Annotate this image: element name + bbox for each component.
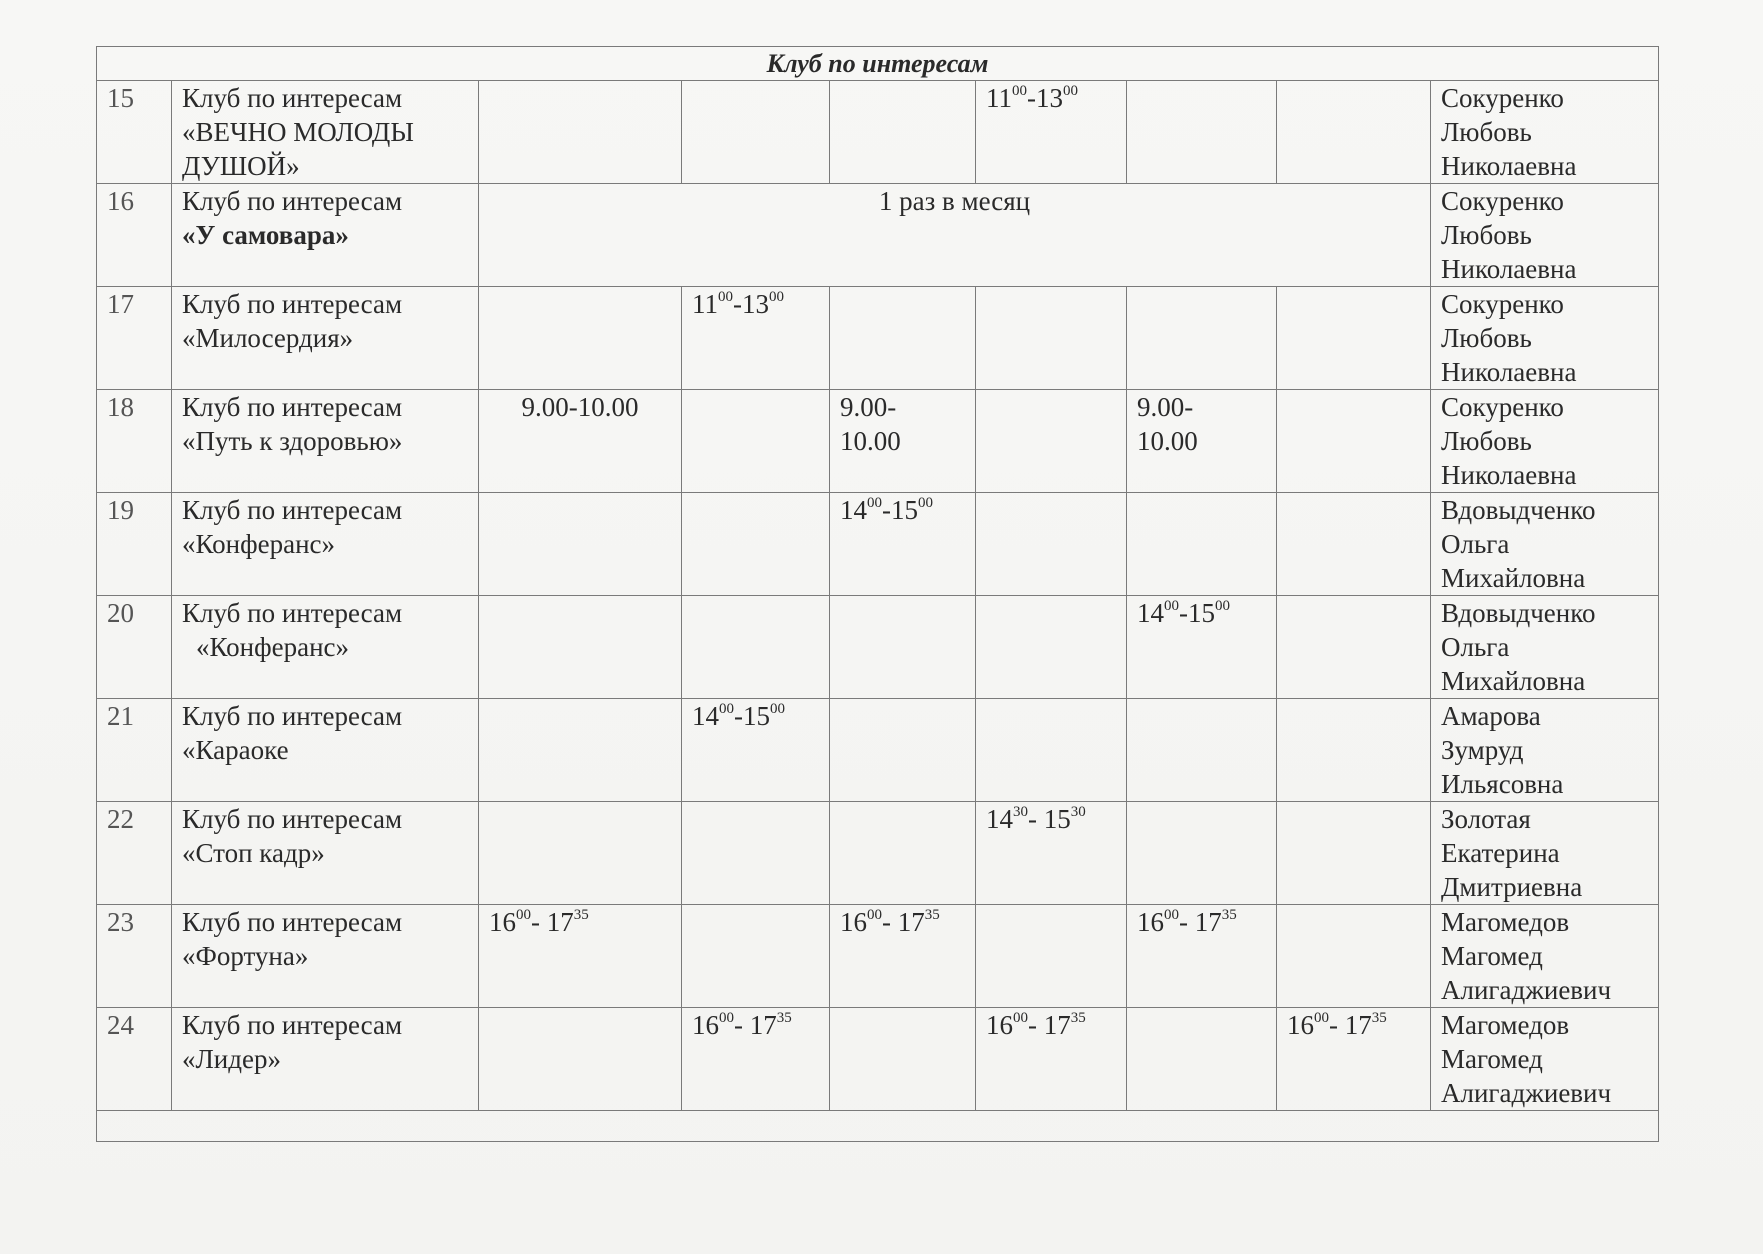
row-number: 23 — [97, 905, 172, 1008]
time-cell — [976, 1008, 1127, 1111]
club-name: «Конферанс» — [182, 529, 336, 559]
time-start-hour: 16 — [986, 1010, 1013, 1040]
time-end-hour: 17 — [897, 907, 925, 937]
time-separator: - — [733, 289, 742, 319]
time-start-minutes: 00 — [1012, 83, 1027, 99]
club-prefix: Клуб по интересам — [182, 804, 403, 834]
time-cell — [830, 81, 976, 184]
time-cell — [830, 493, 976, 596]
table-row — [97, 699, 1659, 802]
time-cell — [976, 287, 1127, 390]
time-separator: - — [734, 701, 743, 731]
club-prefix: Клуб по интересам — [182, 1010, 403, 1040]
person-name-part: Николаевна — [1441, 460, 1577, 490]
time-start-minutes: 00 — [867, 907, 882, 923]
time-separator: - — [1027, 83, 1036, 113]
time-cell — [830, 596, 976, 699]
time-end-minutes: 00 — [769, 289, 784, 305]
person-name-part: Николаевна — [1441, 254, 1577, 284]
time-start-hour: 14 — [692, 701, 719, 731]
person-name-part: Дмитриевна — [1441, 872, 1583, 902]
time-separator: - — [882, 907, 898, 937]
time-cell — [976, 81, 1127, 184]
row-number: 18 — [97, 390, 172, 493]
time-start-hour: 11 — [986, 83, 1012, 113]
person-name-part: Алигаджиевич — [1441, 1078, 1612, 1108]
time-end-minutes: 00 — [918, 495, 933, 511]
time-cell — [1277, 81, 1431, 184]
person-name-part: Михайловна — [1441, 563, 1586, 593]
time-start-minutes: 00 — [718, 289, 733, 305]
club-name-cell — [172, 699, 479, 802]
time-separator: - — [734, 1010, 750, 1040]
time-start-minutes: 00 — [719, 1010, 734, 1026]
time-cell — [976, 802, 1127, 905]
time-cell — [830, 802, 976, 905]
time-cell — [1127, 905, 1277, 1008]
time-cell — [1277, 1008, 1431, 1111]
time-cell — [479, 1008, 682, 1111]
club-prefix: Клуб по интересам — [182, 701, 403, 731]
time-cell — [976, 493, 1127, 596]
club-name: «Конферанс» — [196, 632, 350, 662]
time-end-hour: 17 — [1344, 1010, 1372, 1040]
time-start-hour: 14 — [986, 804, 1013, 834]
person-name-part: Любовь — [1441, 117, 1532, 147]
empty-footer-cell — [97, 1111, 1659, 1142]
club-name: «Путь к здоровью» — [182, 426, 403, 456]
time-cell — [1127, 287, 1277, 390]
responsible-person — [1431, 905, 1659, 1008]
table-row — [97, 802, 1659, 905]
club-name: «ВЕЧНО МОЛОДЫ ДУШОЙ» — [182, 117, 414, 181]
club-prefix: Клуб по интересам — [182, 495, 403, 525]
person-name-part: Сокуренко — [1441, 83, 1564, 113]
person-name-part: Магомедов — [1441, 1010, 1570, 1040]
time-end-hour: 13 — [742, 289, 769, 319]
time-start-minutes: 30 — [1013, 804, 1028, 820]
time-separator: - — [1179, 907, 1195, 937]
time-cell — [1127, 802, 1277, 905]
person-name-part: Вдовыдченко — [1441, 598, 1596, 628]
time-cell — [830, 699, 976, 802]
time-start-hour: 16 — [692, 1010, 719, 1040]
time-cell — [479, 905, 682, 1008]
person-name-part: Сокуренко — [1441, 186, 1564, 216]
club-name: «Фортуна» — [182, 941, 309, 971]
time-end-minutes: 35 — [573, 907, 589, 923]
time-start-minutes: 00 — [1013, 1010, 1028, 1026]
time-start-hour: 16 — [489, 907, 516, 937]
time-end-hour: 13 — [1036, 83, 1063, 113]
responsible-person — [1431, 81, 1659, 184]
club-name-cell — [172, 493, 479, 596]
person-name-part: Любовь — [1441, 220, 1532, 250]
time-start-hour: 14 — [840, 495, 867, 525]
row-number: 17 — [97, 287, 172, 390]
time-separator: - — [882, 495, 891, 525]
person-name-part: Любовь — [1441, 426, 1532, 456]
time-separator: - — [531, 907, 547, 937]
person-name-part: Ольга — [1441, 632, 1510, 662]
time-cell — [479, 596, 682, 699]
time-cell: 9.00- 10.00 — [830, 390, 976, 493]
table-row — [97, 905, 1659, 1008]
person-name-part: Ильясовна — [1441, 769, 1564, 799]
responsible-person — [1431, 1008, 1659, 1111]
time-cell — [682, 287, 830, 390]
table-row — [97, 184, 1659, 287]
club-name-cell — [172, 596, 479, 699]
time-cell — [1277, 699, 1431, 802]
club-name: «Стоп кадр» — [182, 838, 325, 868]
time-start-hour: 16 — [1137, 907, 1164, 937]
time-start-minutes: 00 — [1314, 1010, 1329, 1026]
time-end-hour: 15 — [891, 495, 918, 525]
person-name-part: Алигаджиевич — [1441, 975, 1612, 1005]
time-cell — [479, 802, 682, 905]
table-row — [97, 390, 1659, 493]
responsible-person — [1431, 287, 1659, 390]
time-start-minutes: 00 — [867, 495, 882, 511]
time-cell — [682, 802, 830, 905]
time-end-minutes: 35 — [1070, 1010, 1086, 1026]
time-start-minutes: 00 — [516, 907, 531, 923]
time-end-hour: 17 — [749, 1010, 777, 1040]
time-end-hour: 17 — [1043, 1010, 1071, 1040]
time-start-hour: 14 — [1137, 598, 1164, 628]
time-end-minutes: 00 — [1063, 83, 1078, 99]
time-end-minutes: 00 — [770, 701, 785, 717]
club-name-cell — [172, 905, 479, 1008]
time-cell — [1277, 905, 1431, 1008]
table-row — [97, 1008, 1659, 1111]
time-cell — [479, 81, 682, 184]
person-name-part: Ольга — [1441, 529, 1510, 559]
club-name-cell — [172, 802, 479, 905]
person-name-part: Сокуренко — [1441, 289, 1564, 319]
row-number: 16 — [97, 184, 172, 287]
time-cell: 9.00-10.00 — [479, 390, 682, 493]
club-prefix: Клуб по интересам — [182, 392, 403, 422]
club-name: «Милосердия» — [182, 323, 354, 353]
row-number: 24 — [97, 1008, 172, 1111]
time-cell — [976, 390, 1127, 493]
time-cell — [682, 1008, 830, 1111]
club-prefix: Клуб по интересам — [182, 186, 403, 216]
time-cell — [1127, 81, 1277, 184]
club-name-cell — [172, 390, 479, 493]
person-name-part: Золотая — [1441, 804, 1531, 834]
person-name-part: Амарова — [1441, 701, 1541, 731]
time-cell: 9.00- 10.00 — [1127, 390, 1277, 493]
club-schedule-table — [96, 46, 1659, 1142]
time-cell — [682, 493, 830, 596]
time-end-hour: 15 — [1043, 804, 1071, 834]
person-name-part: Зумруд — [1441, 735, 1524, 765]
club-prefix: Клуб по интересам — [182, 83, 403, 113]
time-separator: - — [1028, 804, 1044, 834]
time-cell — [479, 699, 682, 802]
time-cell — [1127, 1008, 1277, 1111]
person-name-part: Вдовыдченко — [1441, 495, 1596, 525]
time-end-minutes: 00 — [1215, 598, 1230, 614]
time-cell — [682, 596, 830, 699]
time-separator: - — [1179, 598, 1188, 628]
responsible-person — [1431, 184, 1659, 287]
club-name: «Лидер» — [182, 1044, 281, 1074]
time-cell — [479, 287, 682, 390]
time-cell — [976, 905, 1127, 1008]
time-end-minutes: 30 — [1070, 804, 1086, 820]
person-name-part: Екатерина — [1441, 838, 1560, 868]
club-name-cell — [172, 184, 479, 287]
responsible-person — [1431, 390, 1659, 493]
club-name-cell — [172, 287, 479, 390]
time-cell — [1127, 493, 1277, 596]
time-cell — [1127, 699, 1277, 802]
time-start-hour: 16 — [1287, 1010, 1314, 1040]
person-name-part: Николаевна — [1441, 151, 1577, 181]
section-title: Клуб по интересам — [97, 47, 1659, 81]
club-name-cell — [172, 1008, 479, 1111]
time-end-minutes: 35 — [776, 1010, 792, 1026]
person-name-part: Магомедов — [1441, 907, 1570, 937]
time-cell — [479, 493, 682, 596]
time-cell — [1277, 287, 1431, 390]
responsible-person — [1431, 596, 1659, 699]
schedule-note: 1 раз в месяц — [479, 184, 1431, 287]
time-end-minutes: 35 — [924, 907, 940, 923]
time-separator: - — [1028, 1010, 1044, 1040]
time-cell — [976, 596, 1127, 699]
time-end-minutes: 35 — [1221, 907, 1237, 923]
time-cell — [682, 81, 830, 184]
row-number: 22 — [97, 802, 172, 905]
club-prefix: Клуб по интересам — [182, 907, 403, 937]
time-cell — [1277, 802, 1431, 905]
responsible-person — [1431, 493, 1659, 596]
time-end-hour: 15 — [1188, 598, 1215, 628]
time-cell — [1277, 596, 1431, 699]
club-name: «У самовара» — [182, 220, 349, 250]
person-name-part: Николаевна — [1441, 357, 1577, 387]
time-cell — [682, 390, 830, 493]
table-row — [97, 81, 1659, 184]
section-title-row — [97, 47, 1659, 81]
time-cell — [682, 699, 830, 802]
empty-footer-row — [97, 1111, 1659, 1142]
time-cell — [976, 699, 1127, 802]
responsible-person — [1431, 699, 1659, 802]
person-name-part: Сокуренко — [1441, 392, 1564, 422]
club-prefix: Клуб по интересам — [182, 598, 403, 628]
time-cell — [1277, 493, 1431, 596]
row-number: 19 — [97, 493, 172, 596]
time-start-minutes: 00 — [719, 701, 734, 717]
club-prefix: Клуб по интересам — [182, 289, 403, 319]
person-name-part: Любовь — [1441, 323, 1532, 353]
table-row — [97, 493, 1659, 596]
table-row — [97, 287, 1659, 390]
person-name-part: Магомед — [1441, 1044, 1543, 1074]
time-end-minutes: 35 — [1371, 1010, 1387, 1026]
table-row — [97, 596, 1659, 699]
time-cell — [830, 905, 976, 1008]
row-number: 21 — [97, 699, 172, 802]
row-number: 15 — [97, 81, 172, 184]
time-start-minutes: 00 — [1164, 907, 1179, 923]
club-name: «Караоке — [182, 735, 289, 765]
time-cell — [682, 905, 830, 1008]
time-cell — [830, 1008, 976, 1111]
time-cell — [1277, 390, 1431, 493]
row-number: 20 — [97, 596, 172, 699]
club-name-cell — [172, 81, 479, 184]
time-cell — [830, 287, 976, 390]
responsible-person — [1431, 802, 1659, 905]
time-start-minutes: 00 — [1164, 598, 1179, 614]
person-name-part: Михайловна — [1441, 666, 1586, 696]
time-end-hour: 17 — [546, 907, 574, 937]
time-end-hour: 17 — [1194, 907, 1222, 937]
person-name-part: Магомед — [1441, 941, 1543, 971]
time-end-hour: 15 — [743, 701, 770, 731]
time-separator: - — [1329, 1010, 1345, 1040]
time-start-hour: 16 — [840, 907, 867, 937]
time-start-hour: 11 — [692, 289, 718, 319]
time-cell — [1127, 596, 1277, 699]
